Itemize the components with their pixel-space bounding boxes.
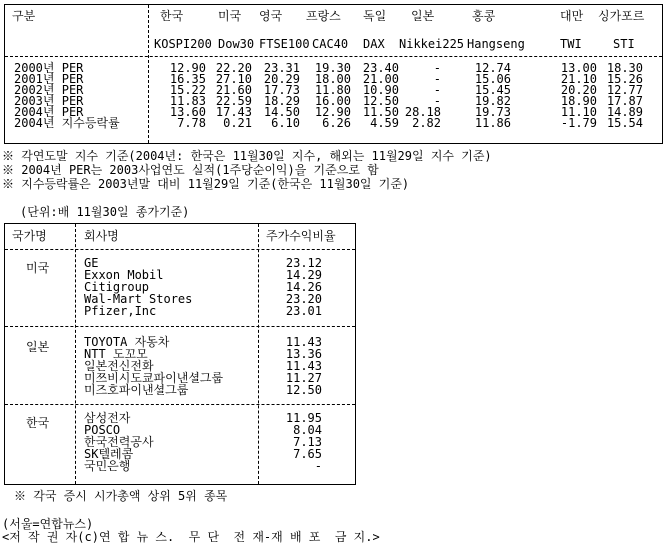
note-top5: ※ 각국 증시 시가총액 상위 5위 종목: [14, 489, 228, 503]
company-table-ratio: -: [314, 459, 322, 473]
company-table-country: 미국: [26, 261, 50, 275]
per-table-row-label: 2001년 PER: [14, 72, 84, 86]
per-table-cell: 17.43: [215, 105, 252, 119]
per-table-cell: 22.20: [215, 61, 252, 75]
company-table-ratio: 7.65: [293, 447, 322, 461]
per-table-corner: 구분: [12, 9, 36, 23]
per-table-index-header: Nikkei225: [399, 37, 465, 51]
company-table-company: Citigroup: [84, 280, 150, 294]
per-table-cell: 17.87: [606, 94, 643, 108]
per-table-cell: 20.20: [560, 83, 597, 97]
company-table-company: POSCO: [84, 423, 121, 437]
per-table-cell: 27.10: [215, 72, 252, 86]
per-table-row-label: 2000년 PER: [14, 61, 84, 75]
per-table-country-header: 싱가포르: [598, 9, 645, 23]
per-table-cell: 17.73: [263, 83, 300, 97]
per-table-country-header: 일본: [411, 9, 435, 23]
company-table-company: GE: [84, 256, 99, 270]
company-table-header-rule: [5, 249, 355, 250]
company-table-col2: [258, 224, 259, 484]
per-table-row-label: 2003년 PER: [14, 94, 84, 108]
per-table-country-header: 영국: [259, 9, 283, 23]
per-table-cell: -: [433, 61, 441, 75]
per-table-cell: 12.90: [169, 61, 206, 75]
per-table-row-label: 2004년 PER: [14, 105, 84, 119]
copyright-line: <저 작 권 자(c)연 합 뉴 스. 무 단 전 재-재 배 포 금 지.>: [2, 530, 380, 544]
per-table-cell: 15.54: [606, 116, 643, 130]
per-table-index-header: KOSPI200: [154, 37, 212, 51]
note-per: ※ 2004년 PER는 2003사업연도 실적(1주당순이익)을 기준으로 함: [2, 163, 379, 177]
company-table-ratio: 13.36: [285, 347, 322, 361]
per-table-divider: [148, 5, 149, 143]
company-table-ratio: 23.01: [285, 304, 322, 318]
per-table-cell: 22.59: [215, 94, 252, 108]
company-table-country: 일본: [26, 340, 50, 354]
per-table-cell: 11.80: [314, 83, 351, 97]
company-table-ratio: 8.04: [293, 423, 322, 437]
company-table-company: SK텔레콤: [84, 447, 134, 461]
per-table-cell: 7.78: [177, 116, 206, 130]
per-table-cell: 4.59: [370, 116, 399, 130]
company-table-header-country: 국가명: [12, 229, 47, 243]
company-table-ratio: 23.20: [285, 292, 322, 306]
company-table-ratio: 14.29: [285, 268, 322, 282]
per-table-cell: 14.89: [606, 105, 643, 119]
per-table-cell: 15.26: [606, 72, 643, 86]
per-table-cell: 19.30: [314, 61, 351, 75]
company-table-company: 국민은행: [84, 459, 131, 473]
per-table-cell: 21.10: [560, 72, 597, 86]
per-table-country-header: 대만: [560, 9, 584, 23]
per-table-index-header: CAC40: [312, 37, 349, 51]
per-table-cell: 23.31: [263, 61, 300, 75]
company-table-ratio: 11.43: [285, 335, 322, 349]
company-table-ratio: 11.43: [285, 359, 322, 373]
per-table-cell: 23.40: [362, 61, 399, 75]
company-table-company: 미즈호파이낸셜그룹: [84, 383, 189, 397]
per-table-country-header: 미국: [218, 9, 242, 23]
company-table-header-ratio: 주가수익비율: [266, 229, 336, 243]
per-table-country-header: 한국: [160, 9, 184, 23]
per-table-cell: 19.73: [474, 105, 511, 119]
per-table-cell: 12.77: [606, 83, 643, 97]
per-table-country-header: 홍콩: [472, 9, 496, 23]
per-table-cell: 10.90: [362, 83, 399, 97]
company-table-company: Pfizer,Inc: [84, 304, 157, 318]
per-table-cell: -1.79: [560, 116, 597, 130]
per-table-index-header: Dow30: [218, 37, 255, 51]
per-table-cell: 13.60: [169, 105, 206, 119]
per-table-row-label: 2002년 PER: [14, 83, 84, 97]
company-table-ratio: 12.50: [285, 383, 322, 397]
per-table-country-header: 독일: [363, 9, 387, 23]
company-table-ratio: 11.27: [285, 371, 322, 385]
company-table-company: 삼성전자: [84, 411, 131, 425]
per-table-index-header: FTSE100: [259, 37, 310, 51]
per-table-cell: 11.86: [474, 116, 511, 130]
per-table-cell: 14.50: [263, 105, 300, 119]
per-table-cell: 12.74: [474, 61, 511, 75]
company-table-company: NTT 도꼬모: [84, 347, 148, 361]
company-table-ratio: 23.12: [285, 256, 322, 270]
per-table-cell: 15.06: [474, 72, 511, 86]
company-table-company: 미쯔비시도쿄파이낸셜그룹: [84, 371, 224, 385]
company-table-company: 한국전력공사: [84, 435, 154, 449]
per-table-cell: 18.90: [560, 94, 597, 108]
per-table-header-rule: [5, 56, 662, 57]
per-table-cell: 2.82: [412, 116, 441, 130]
company-table-company: Exxon Mobil: [84, 268, 164, 282]
per-table-index-header: STI: [613, 37, 635, 51]
company-table-ratio: 7.13: [293, 435, 322, 449]
per-table-index-header: TWI: [560, 37, 582, 51]
per-table-cell: 15.22: [169, 83, 206, 97]
per-table-cell: 15.45: [474, 83, 511, 97]
per-table-cell: 12.90: [314, 105, 351, 119]
company-table-company: 일본전신전화: [84, 359, 154, 373]
per-table-cell: 12.50: [362, 94, 399, 108]
per-table-cell: 21.00: [362, 72, 399, 86]
per-table-cell: 11.10: [560, 105, 597, 119]
per-table-cell: -: [433, 83, 441, 97]
per-table-cell: -: [433, 72, 441, 86]
per-table-cell: 19.82: [474, 94, 511, 108]
note-change: ※ 지수등락률은 2003년말 대비 11월29일 기준(한국은 11월30일 기준): [2, 177, 410, 191]
unit-note: (단위:배 11월30일 종가기준): [20, 205, 190, 219]
per-table-country-header: 프랑스: [306, 9, 341, 23]
per-table-cell: 18.30: [606, 61, 643, 75]
company-table-company: TOYOTA 자동차: [84, 335, 170, 349]
per-table-cell: 16.00: [314, 94, 351, 108]
per-table-cell: 11.83: [169, 94, 206, 108]
per-table-row-label: 2004년 지수등락률: [14, 116, 120, 130]
per-table-cell: 16.35: [169, 72, 206, 86]
per-table-cell: 18.00: [314, 72, 351, 86]
note-basis: ※ 각연도말 지수 기준(2004년: 한국은 11월30일 지수, 해외는 11월29일 지수 기준): [2, 149, 492, 163]
per-table-cell: 28.18: [404, 105, 441, 119]
per-table-cell: -: [433, 94, 441, 108]
per-table-cell: 6.10: [271, 116, 300, 130]
company-table-group-rule: [5, 326, 355, 327]
company-table-col1: [75, 224, 76, 484]
company-table-country: 한국: [26, 416, 50, 430]
per-table-cell: 18.29: [263, 94, 300, 108]
per-table-cell: 6.26: [322, 116, 351, 130]
per-table-cell: 13.00: [560, 61, 597, 75]
company-table-company: Wal-Mart Stores: [84, 292, 193, 306]
company-table-header-company: 회사명: [84, 229, 119, 243]
company-table-ratio: 14.26: [285, 280, 322, 294]
company-table-ratio: 11.95: [285, 411, 322, 425]
per-table-index-header: Hangseng: [467, 37, 525, 51]
per-table-index-header: DAX: [363, 37, 385, 51]
source-line: (서울=연합뉴스): [2, 517, 94, 531]
company-table-group-rule: [5, 404, 355, 405]
per-table-cell: 0.21: [223, 116, 252, 130]
per-table-cell: 21.60: [215, 83, 252, 97]
per-table-cell: 11.50: [362, 105, 399, 119]
per-table-cell: 20.29: [263, 72, 300, 86]
